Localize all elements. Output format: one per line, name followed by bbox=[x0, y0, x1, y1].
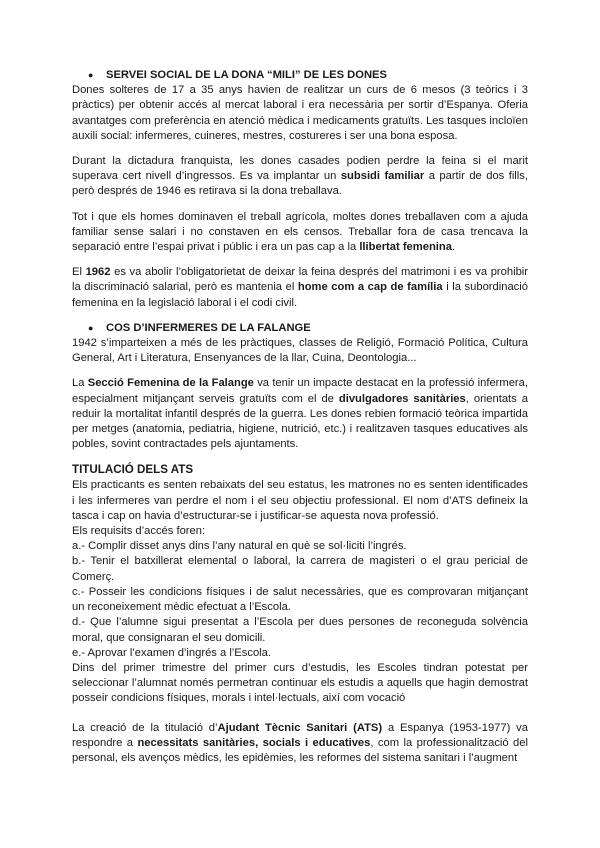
bold-text: home com a cap de família bbox=[297, 281, 443, 294]
bold-text: Secció Femenina de la Falange bbox=[87, 377, 254, 390]
section-heading-servei-social bbox=[72, 68, 528, 83]
paragraph: Tot i que els homes dominaven el treball agrícola, moltes dones treballaven com a ajuda familiar sense salari i no constaven en els censos. Treballar fora de casa trencava la separació entre l’espai privat i públic i era un pas cap a la llibertat femenina. bbox=[72, 210, 528, 254]
requirement-item: d.- Que l’alumne sigui presentat a l’Escola per dues persones de reconeguda solvència moral, que consignaran el seu domicili. bbox=[72, 616, 528, 644]
bold-text: divulgadores sanitàries bbox=[338, 392, 466, 405]
requirement-item: a.- Complir disset anys dins l’any natural en què se sol·liciti l’ingrés. bbox=[72, 540, 407, 553]
bold-text: llibertat femenina bbox=[359, 241, 452, 254]
paragraph: Dones solteres de 17 a 35 anys havien de realitzar un curs de 6 mesos (3 teòrics i 3 pràctics) per obtenir accés al mercat laboral i era necessària per sortir d’Espanya. Oferia avantatges com preferència en atenció mèdica i medicaments gratuïts. Les tasques incloïen auxili social: infermeres, cuineres, mestres, costureres i ser una bona esposa. bbox=[72, 84, 528, 142]
bold-text: subsidi familiar bbox=[340, 170, 425, 183]
paragraph: Els practicants es senten rebaixats del seu estatus, les matrones no es senten identificades i les infermeres van perdre el nom i el seu objectiu professional. El nom d’ATS defineix la tasca i cap on havia d’estructurar-se i justificar-se aquesta nova professió. bbox=[72, 479, 528, 522]
paragraph: Dins del primer trimestre del primer curs d’estudis, les Escoles tindran potestat per seleccionar l’alumnat només permetran continuar els estudis a aquells que hagin demostrat posseir condicions físiques, morals i intel·lectuals, així com vocació bbox=[72, 661, 528, 705]
paragraph: La creació de la titulació d’Ajudant Tècnic Sanitari (ATS) a Espanya (1953-1977) va respondre a necessitats sanitàries, socials i educatives, com la professionalització del personal, els avenços mèdics, les epidèmies, les reformes del sistema sanitari i l’augment bbox=[72, 721, 529, 764]
bold-text: necessitats sanitàries, socials i educatives bbox=[137, 736, 371, 749]
section-heading-cos-infermeres bbox=[72, 321, 528, 336]
section-heading-titulacio-ats: TITULACIÓ DELS ATS bbox=[72, 463, 194, 477]
bold-text: Ajudant Tècnic Sanitari (ATS) bbox=[217, 721, 383, 734]
requirement-item: c.- Posseir les condicions físiques i de salut necessàries, que es comprovaran mitjançant un reconeixement mèdic efectuat a l’Escola. bbox=[72, 585, 528, 614]
heading-text: SERVEI SOCIAL DE LA DONA “MILI” DE LES DONES bbox=[106, 69, 387, 81]
bullet-icon: ● bbox=[88, 70, 94, 80]
heading-text: COS D’INFERMERES DE LA FALANGE bbox=[106, 321, 311, 334]
paragraph: La Secció Femenina de la Falange va tenir un impacte destacat en la professió infermera, especialment mitjançant serveis gratuïts com el de divulgadores sanitàries, orientats a reduir la mortalitat infantil després de la guerra. Les dones rebien formació teòrica impartida per metges (anatomia, pediatria, higiene, nutrició, etc.) i realitzaven tasques educatives als pobles, sovint contractades pels ajuntaments. bbox=[72, 377, 528, 451]
paragraph: El 1962 es va abolir l’obligatorietat de deixar la feina després del matrimoni i es va prohibir la discriminació salarial, però es mantenia el home com a cap de família i la subordinació femenina en la legislació laboral i el codi civil. bbox=[72, 266, 528, 309]
requirement-item: b.- Tenir el batxillerat elemental o laboral, la carrera de magisteri o el grau pericial de Comerç. bbox=[72, 555, 528, 583]
requirement-item: e.- Aprovar l’examen d’ingrés a l’Escola. bbox=[72, 646, 271, 659]
paragraph: 1942 s’imparteixen a més de les pràctiques, classes de Religió, Formació Política, Cultura General, Art i Literatura, Ensenyances de la llar, Cuina, Deontologia... bbox=[72, 337, 528, 365]
paragraph: Durant la dictadura franquista, les dones casades podien perdre la feina si el marit superava cert nivell d’ingressos. Es va implantar un subsidi familiar a partir de dos fills, però després de 1946 es retirava si la dona treballava. bbox=[72, 155, 528, 198]
bullet-icon: ● bbox=[88, 322, 94, 333]
bold-text: 1962 bbox=[85, 266, 111, 279]
requirements-intro: Els requisits d’accés foren: bbox=[72, 525, 206, 538]
